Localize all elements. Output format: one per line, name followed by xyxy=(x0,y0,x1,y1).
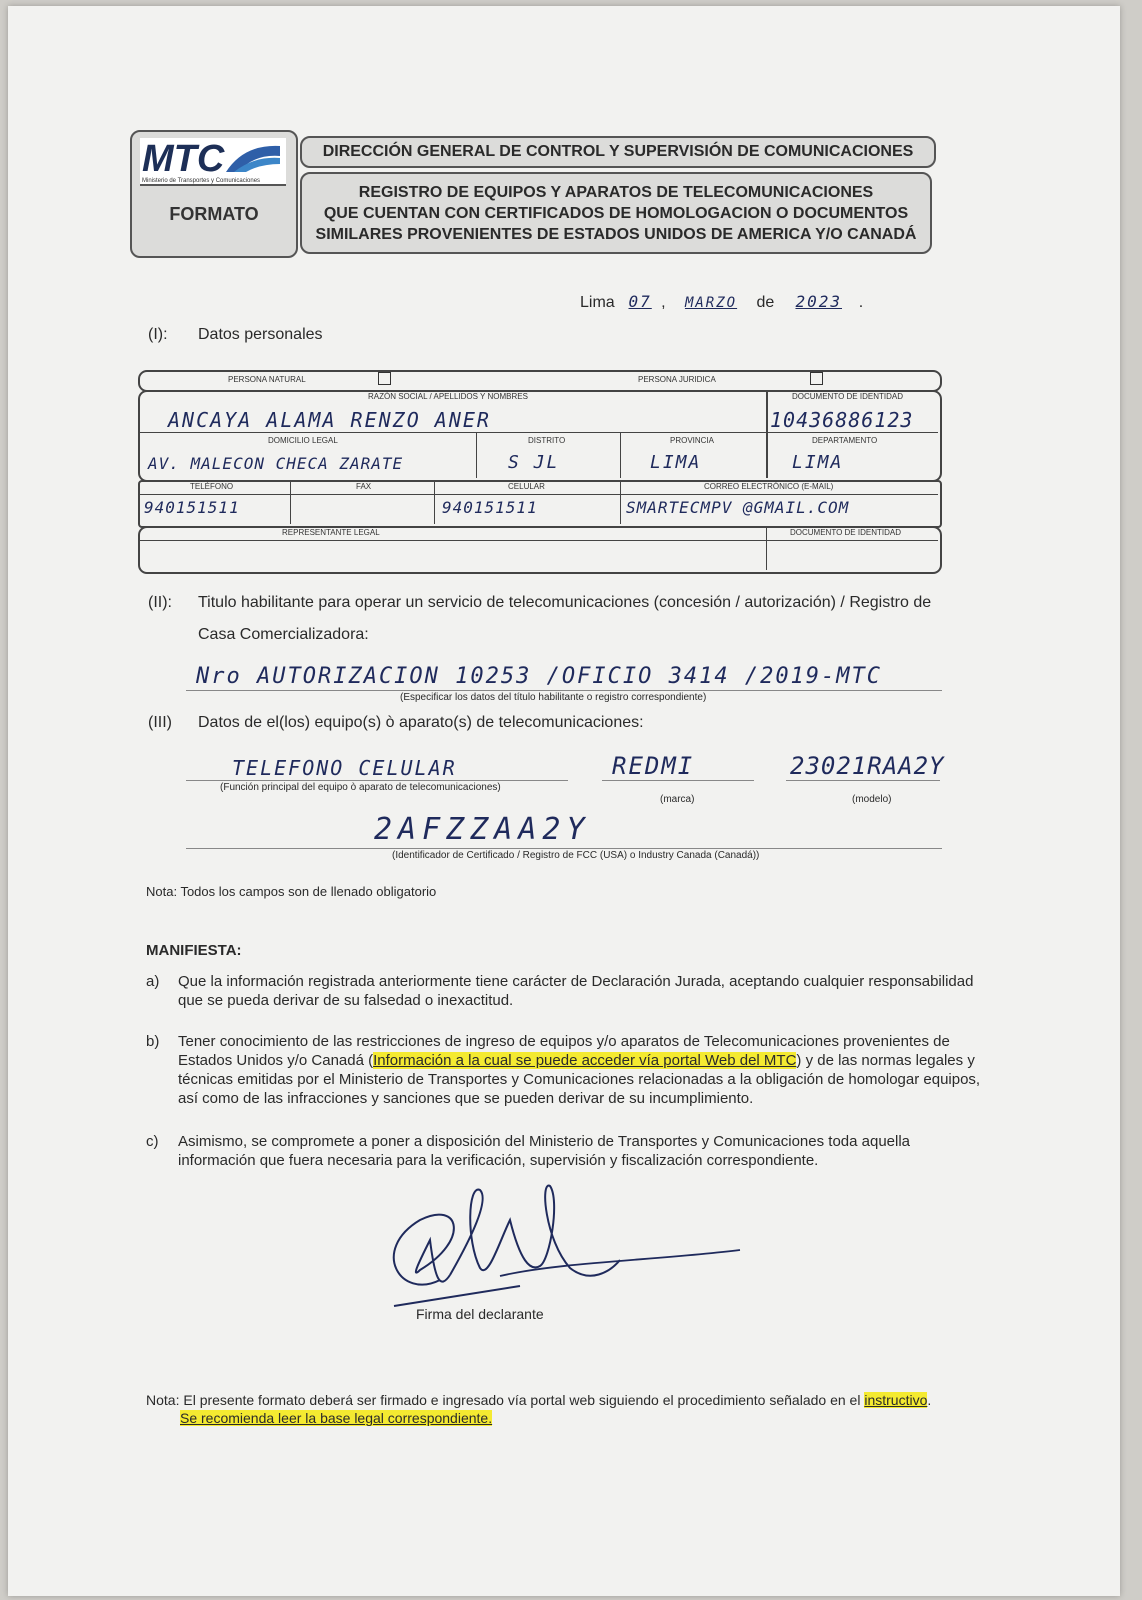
distrito-value: S JL xyxy=(508,452,560,473)
mtc-logo xyxy=(140,138,286,186)
item-c-text: Asimismo, se compromete a poner a disposición del Ministerio de Transportes y Comunicaciones toda aquella información que fuera necesaria para la verificación, supervisión y fiscalización correspondiente. xyxy=(178,1133,911,1169)
persona-natural-checkbox[interactable] xyxy=(378,372,391,385)
celular-value: 940151511 xyxy=(442,498,538,517)
telefono-value: 940151511 xyxy=(144,498,240,517)
registro-line-2: QUE CUENTAN CON CERTIFICADOS DE HOMOLOGACION O DOCUMENTOS xyxy=(323,205,909,222)
section2-number: (II): xyxy=(148,594,172,611)
item-b-letter: b) xyxy=(146,1033,160,1050)
item-a-letter: a) xyxy=(146,973,160,990)
provincia-value: LIMA xyxy=(650,452,702,473)
correo-value: SMARTECMPV @GMAIL.COM xyxy=(626,498,850,517)
titulo-caption: (Especificar los datos del título habilitante o registro correspondiente) xyxy=(400,692,707,703)
base-legal-link-wrap xyxy=(180,1410,492,1426)
date-city: Lima xyxy=(580,294,615,311)
modelo-value: 23021RAA2Y xyxy=(790,752,945,780)
funcion-value: TELEFONO CELULAR xyxy=(232,756,457,780)
date-day: 07 xyxy=(628,292,652,311)
nota-final xyxy=(146,1390,1006,1410)
item-b-pre: Tener conocimiento de las restricciones de ingreso de equipos y/o aparatos de Telecomunicaciones provenientes de Estados Unidos y/o Canadá ( xyxy=(178,1033,950,1069)
mtc-portal-link[interactable]: Información a la cual se puede acceder vía portal Web del MTC xyxy=(373,1052,797,1069)
nota-final-pre: Nota: El presente formato deberá ser firmado e ingresado vía portal web siguiendo el procedimiento señalado en el xyxy=(146,1392,865,1408)
section1-number: (I): xyxy=(148,326,168,343)
razon-social-label: RAZÓN SOCIAL / APELLIDOS Y NOMBRES xyxy=(368,392,528,401)
nombre-value: ANCAYA ALAMA RENZO ANER xyxy=(168,408,491,432)
titulo-line xyxy=(186,690,942,691)
base-legal-link[interactable]: Se recomienda leer la base legal correspondiente. xyxy=(180,1410,493,1426)
divider xyxy=(620,432,621,478)
nota-final-post: . xyxy=(927,1392,932,1408)
registro-title xyxy=(300,172,932,254)
persona-juridica-checkbox[interactable] xyxy=(810,372,823,385)
logo-text: MTC xyxy=(142,138,225,180)
divider xyxy=(766,390,768,478)
titulo-habilitante-value: Nro AUTORIZACION 10253 /OFICIO 3414 /2019-MTC xyxy=(196,664,883,689)
documento-value: 10436886123 xyxy=(770,408,914,432)
domicilio-label: DOMICILIO LEGAL xyxy=(268,436,338,445)
celular-label: CELULAR xyxy=(508,482,545,491)
divider xyxy=(434,480,435,524)
item-c-letter: c) xyxy=(146,1133,159,1150)
modelo-line xyxy=(786,780,940,781)
domicilio-value: AV. MALECON CHECA ZARATE xyxy=(148,454,404,473)
date-line: Lima 07 , MARZO de 2023 . xyxy=(580,292,864,311)
registro-line-3: SIMILARES PROVENIENTES DE ESTADOS UNIDOS DE AMERICA Y/O CANADÁ xyxy=(315,226,917,243)
funcion-caption: (Función principal del equipo ò aparato de telecomunicaciones) xyxy=(220,782,501,793)
nota-obligatorio: Nota: Todos los campos son de llenado obligatorio xyxy=(146,884,437,899)
fcc-line xyxy=(186,848,942,849)
item-b-post: ) y de las normas legales y técnicas emitidas por el Ministerio de Transportes y Comunicaciones relacionadas a la obligación de homologar equipos, así como de las infracciones y sanciones que se pueden derivar de su incumplimiento. xyxy=(178,1052,981,1107)
divider xyxy=(290,480,291,524)
correo-label: CORREO ELECTRÓNICO (E-MAIL) xyxy=(704,482,834,491)
date-year: 2023 xyxy=(795,292,842,311)
registro-line-1: REGISTRO DE EQUIPOS Y APARATOS DE TELECOMUNICACIONES xyxy=(358,184,874,201)
divider xyxy=(138,494,938,495)
formato-label: FORMATO xyxy=(169,204,259,224)
divider xyxy=(766,526,767,570)
divider xyxy=(138,432,938,433)
departamento-label: DEPARTAMENTO xyxy=(812,436,878,445)
section2-title-2: Casa Comercializadora: xyxy=(198,626,369,643)
section1-title: Datos personales xyxy=(198,326,323,343)
marca-caption: (marca) xyxy=(660,794,695,805)
persona-juridica-label: PERSONA JURIDICA xyxy=(638,375,716,384)
logo-subtitle: Ministerio de Transportes y Comunicaciones xyxy=(142,178,261,184)
departamento-value: LIMA xyxy=(792,452,844,473)
divider xyxy=(620,480,621,524)
modelo-caption: (modelo) xyxy=(852,794,892,805)
section2-title-1: Titulo habilitante para operar un servicio de telecomunicaciones (concesión / autorización) / Registro de xyxy=(198,594,932,611)
section3-number: (III) xyxy=(148,714,172,731)
telefono-label: TELÉFONO xyxy=(190,482,234,491)
representante-label: REPRESENTANTE LEGAL xyxy=(282,528,380,537)
direccion-title: DIRECCIÓN GENERAL DE CONTROL Y SUPERVISIÓN DE COMUNICACIONES xyxy=(300,136,936,168)
provincia-label: PROVINCIA xyxy=(670,436,715,445)
date-de: de xyxy=(756,294,775,311)
fcc-caption: (Identificador de Certificado / Registro de FCC (USA) o Industry Canada (Canadá)) xyxy=(392,850,760,861)
section3-title: Datos de el(los) equipo(s) ò aparato(s) de telecomunicaciones: xyxy=(198,714,644,731)
firma-label: Firma del declarante xyxy=(416,1306,544,1322)
logo-box xyxy=(130,130,298,258)
marca-value: REDMI xyxy=(612,752,695,780)
personal-data-table xyxy=(138,370,940,580)
fax-label: FAX xyxy=(356,482,372,491)
road-swoosh-icon xyxy=(224,142,282,176)
divider xyxy=(476,432,477,478)
documento2-label: DOCUMENTO DE IDENTIDAD xyxy=(790,528,901,537)
documento-label: DOCUMENTO DE IDENTIDAD xyxy=(792,392,903,401)
funcion-line xyxy=(186,780,568,781)
instructivo-link[interactable]: instructivo xyxy=(864,1392,928,1408)
signature-image xyxy=(380,1180,750,1320)
distrito-label: DISTRITO xyxy=(528,436,566,445)
divider xyxy=(138,540,938,541)
item-a-text: Que la información registrada anteriormente tiene carácter de Declaración Jurada, aceptando cualquier responsabilidad que se pueda derivar de su falsedad o inexactitud. xyxy=(178,973,974,1009)
date-month: MARZO xyxy=(684,295,738,311)
fcc-value: 2AFZZAA2Y xyxy=(374,812,591,847)
persona-natural-label: PERSONA NATURAL xyxy=(228,375,306,384)
item-b-text xyxy=(178,1032,990,1108)
marca-line xyxy=(602,780,754,781)
manifiesta-title: MANIFIESTA: xyxy=(146,942,242,959)
